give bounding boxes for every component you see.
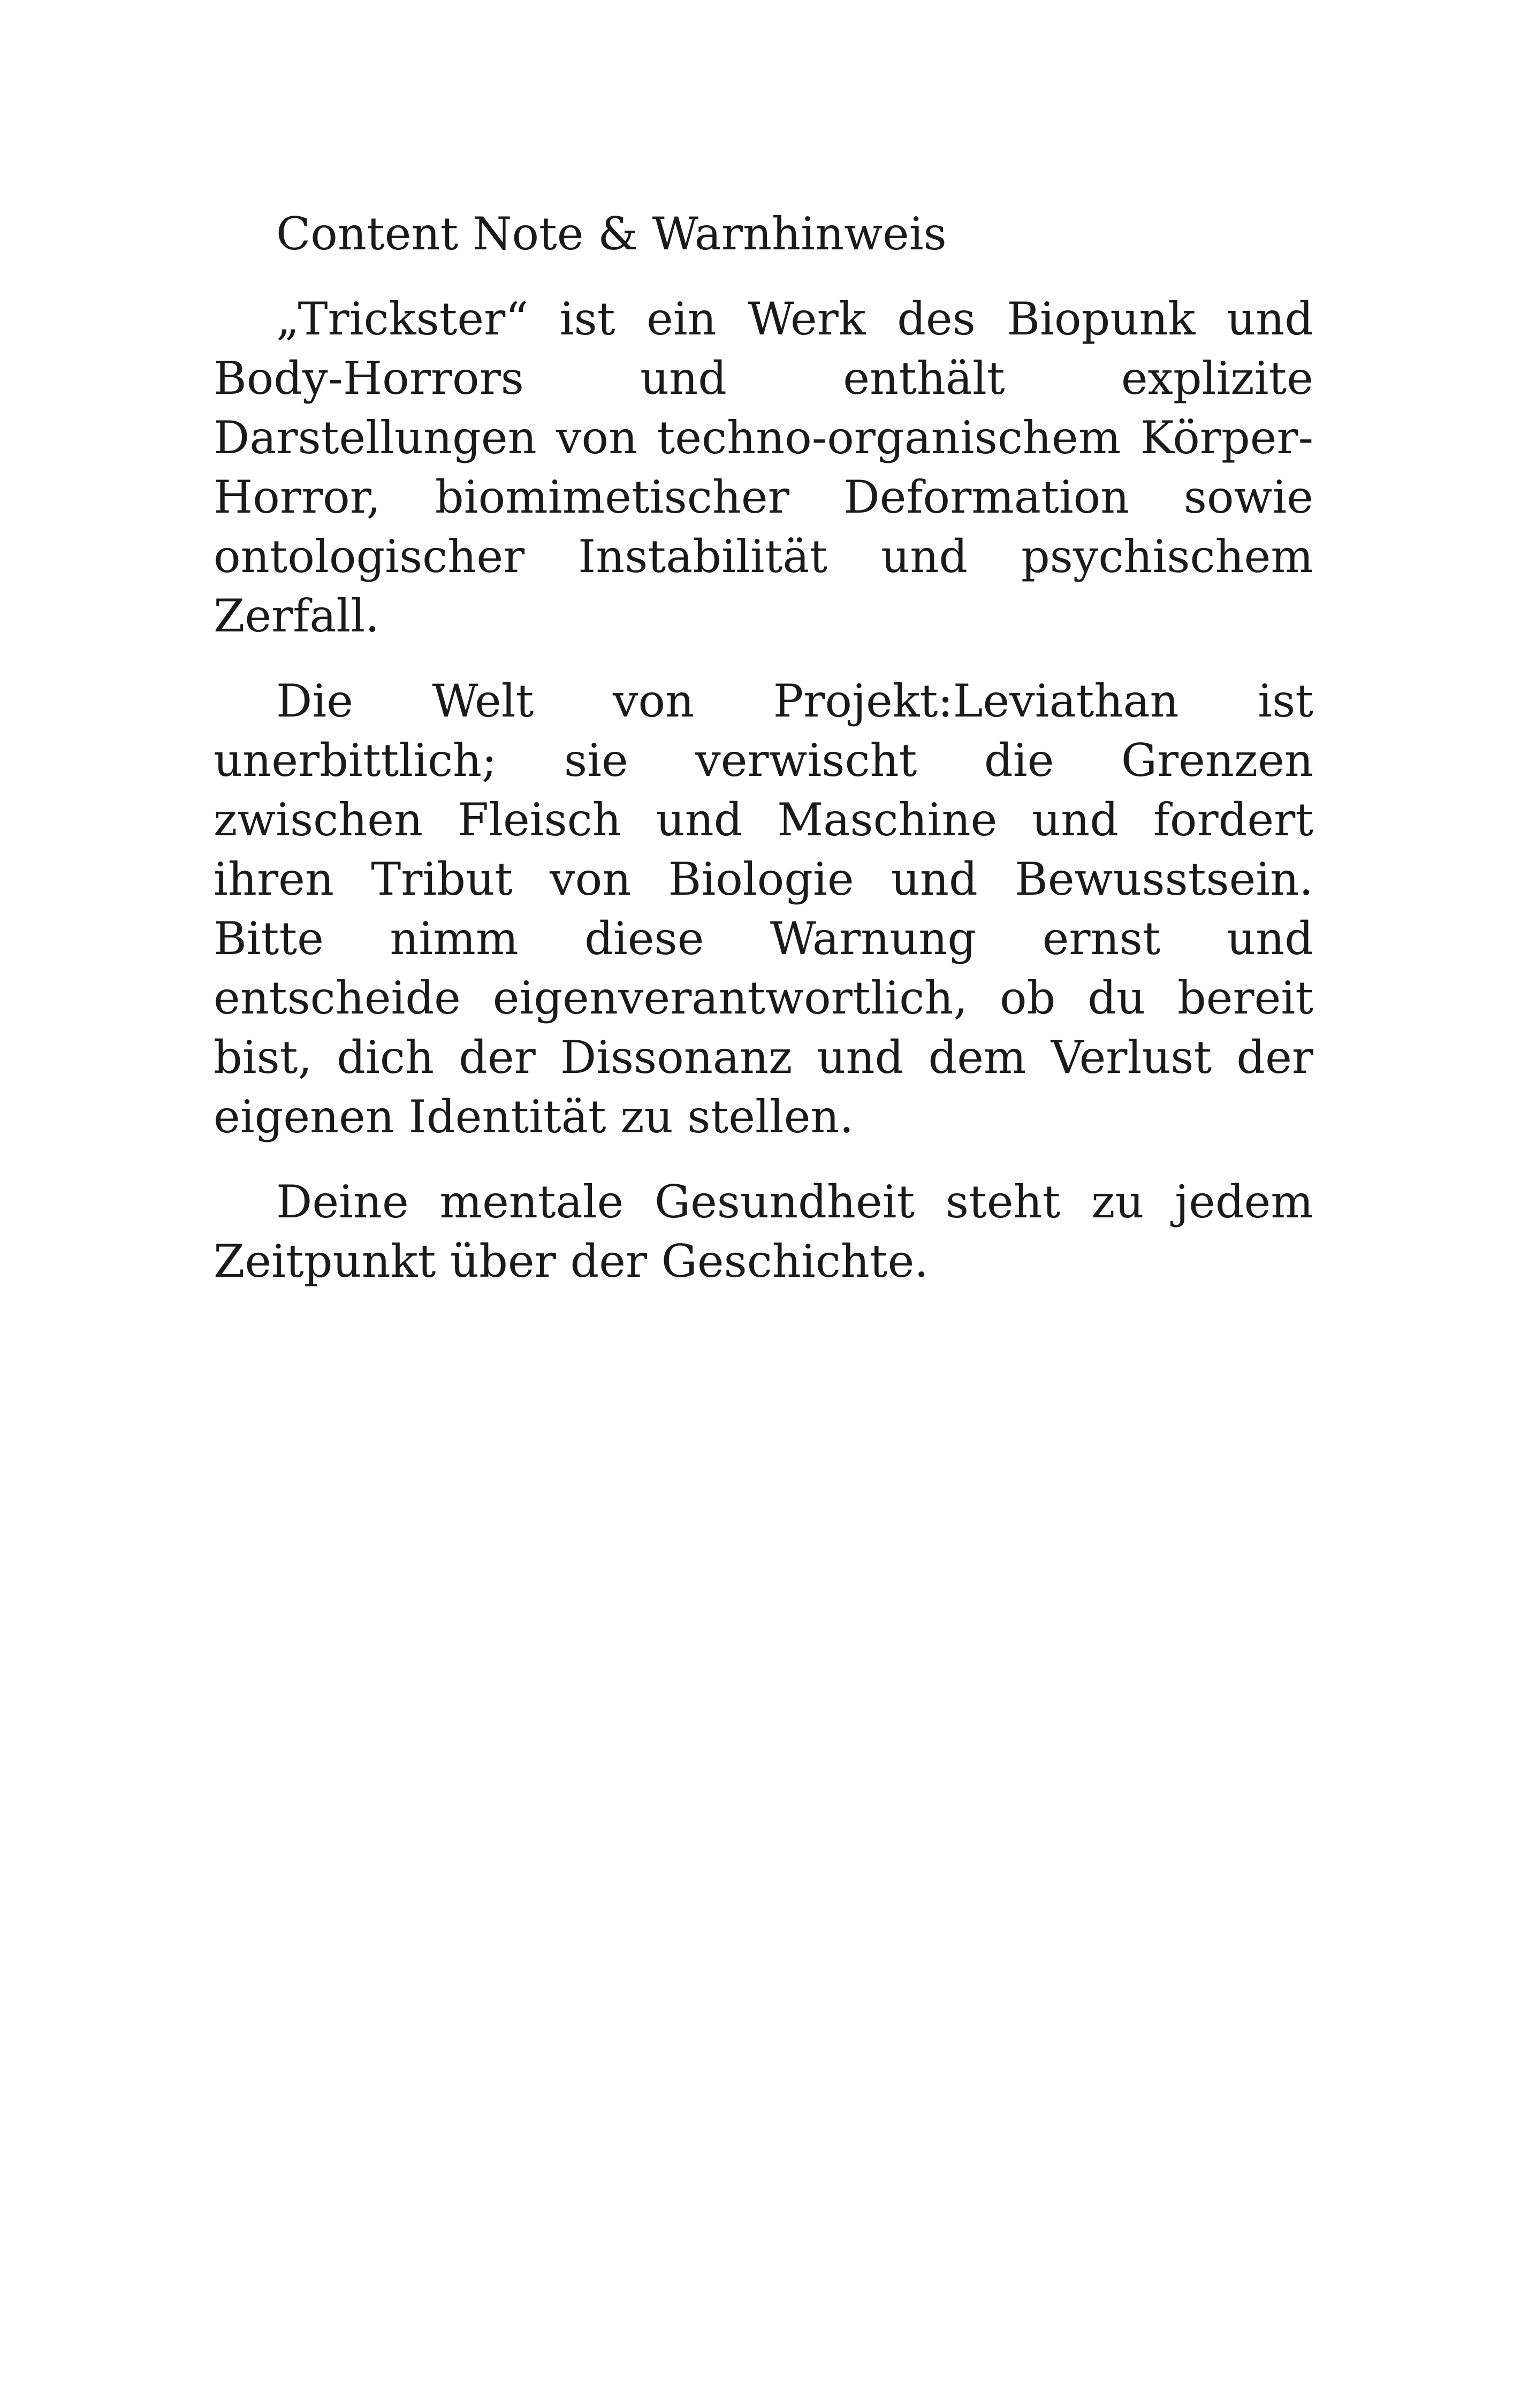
content-note-heading: Content Note & Warnhinweis <box>276 208 947 260</box>
content-note-section <box>214 204 1313 1317</box>
warning-paragraph-3: Deine mentale Gesundheit steht zu jedem Zeitpunkt über der Geschichte. <box>214 1176 1313 1287</box>
warning-paragraph-1: „Trickster“ ist ein Werk des Biopunk und Body-Horrors und enthält explizite Darstellungen von techno-organischem Körper-Horror, biomimetischer Deformation sowie ontologischer Instabilität und psychischem Zerfall. <box>214 293 1313 642</box>
warning-paragraph-2: Die Welt von Projekt:Leviathan ist unerbittlich; sie verwischt die Grenzen zwischen Fleisch und Maschine und fordert ihren Tribut von Biologie und Bewusstsein. Bitte nimm diese Warnung ernst und entscheide eigenverantwortlich, ob du bereit bist, dich der Dissonanz und dem Verlust der eigenen Identität zu stellen. <box>214 675 1313 1143</box>
